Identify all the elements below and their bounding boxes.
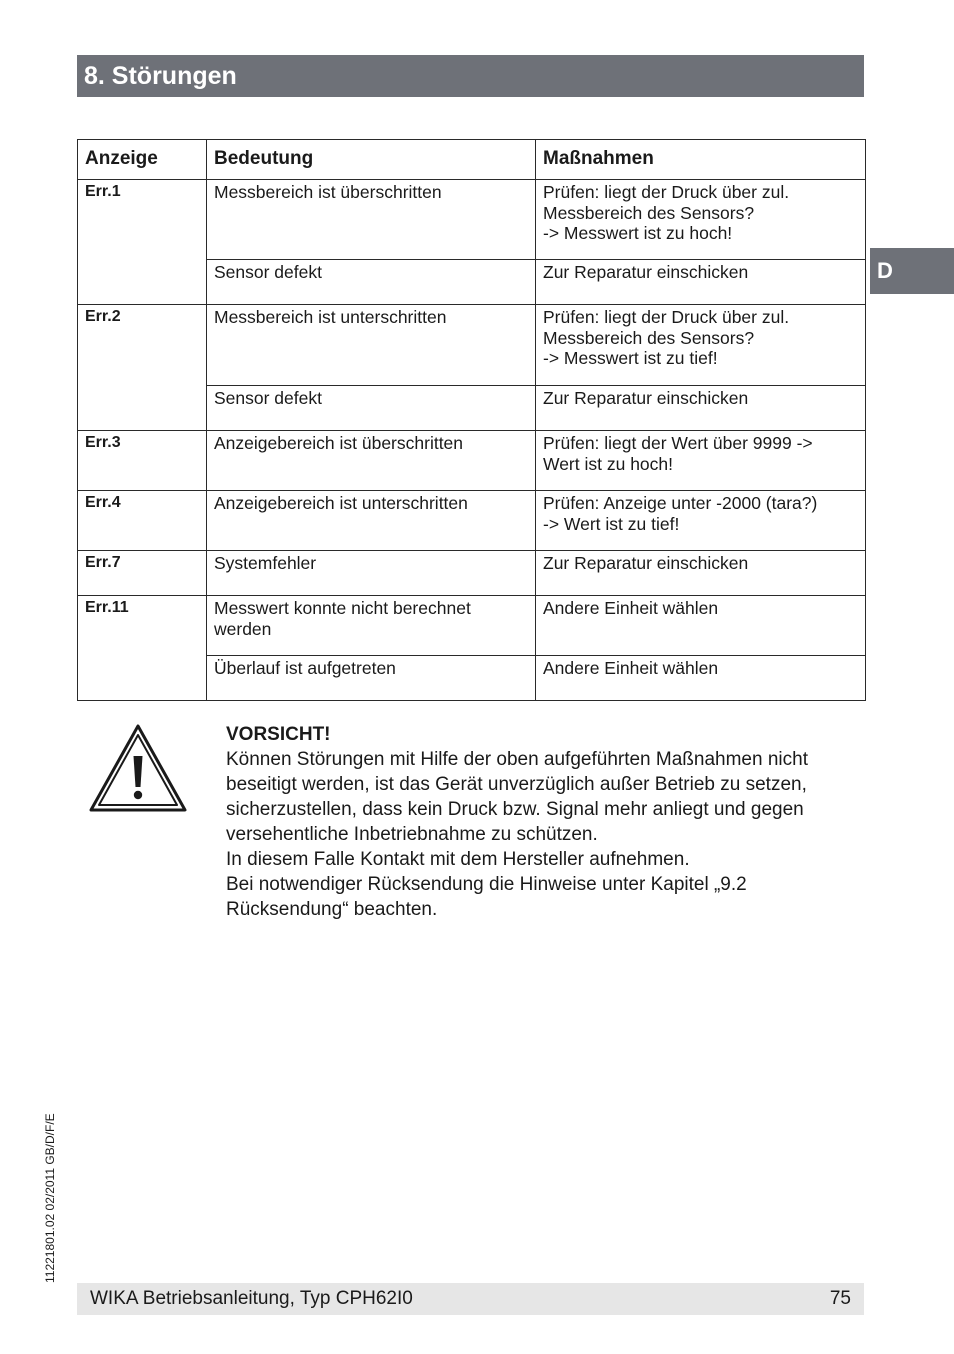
document-code: 11221801.02 02/2011 GB/D/F/E <box>43 1113 57 1283</box>
action-cell: Zur Reparatur einschicken <box>536 386 866 431</box>
meaning-cell: Überlauf ist aufgetreten <box>207 656 536 701</box>
warning-triangle-icon <box>89 724 187 812</box>
table-row <box>78 491 866 551</box>
error-code: Err.2 <box>78 305 207 431</box>
warning-line: Bei notwendiger Rücksendung die Hinweise unter Kapitel „9.2 <box>226 874 747 895</box>
meaning-cell: Messbereich ist überschritten <box>207 180 536 260</box>
table-row <box>78 551 866 596</box>
action-cell: Andere Einheit wählen <box>536 596 866 656</box>
action-cell: Prüfen: Anzeige unter -2000 (tara?) -> Wert ist zu tief! <box>536 491 866 551</box>
warning-line: Rücksendung“ beachten. <box>226 899 438 920</box>
meaning-cell: Sensor defekt <box>207 260 536 305</box>
meaning-cell: Messbereich ist unterschritten <box>207 305 536 386</box>
footer-title: WIKA Betriebsanleitung, Typ CPH62I0 <box>90 1288 413 1309</box>
language-tab-label: D <box>877 258 893 283</box>
action-cell: Prüfen: liegt der Wert über 9999 -> Wert ist zu hoch! <box>536 431 866 491</box>
error-code: Err.7 <box>78 551 207 596</box>
page-title-bar <box>77 55 864 97</box>
meaning-cell: Anzeigebereich ist unterschritten <box>207 491 536 551</box>
action-cell: Zur Reparatur einschicken <box>536 260 866 305</box>
meaning-cell: Messwert konnte nicht berechnet werden <box>207 596 536 656</box>
page-footer <box>77 1283 864 1315</box>
column-header-anzeige: Anzeige <box>78 140 207 180</box>
warning-line: Können Störungen mit Hilfe der oben aufgeführten Maßnahmen nicht <box>226 749 808 770</box>
warning-notice <box>226 722 856 922</box>
column-header-bedeutung: Bedeutung <box>207 140 536 180</box>
action-cell: Zur Reparatur einschicken <box>536 551 866 596</box>
action-cell: Prüfen: liegt der Druck über zul. Messbereich des Sensors? -> Messwert ist zu hoch! <box>536 180 866 260</box>
warning-line: versehentliche Inbetriebnahme zu schützen. <box>226 824 598 845</box>
table-row <box>78 596 866 656</box>
meaning-cell: Anzeigebereich ist überschritten <box>207 431 536 491</box>
meaning-cell: Systemfehler <box>207 551 536 596</box>
error-code: Err.3 <box>78 431 207 491</box>
warning-line: In diesem Falle Kontakt mit dem Hersteller aufnehmen. <box>226 849 690 870</box>
error-code: Err.4 <box>78 491 207 551</box>
page-number: 75 <box>829 1288 851 1309</box>
meaning-cell: Sensor defekt <box>207 386 536 431</box>
column-header-massnahmen: Maßnahmen <box>536 140 866 180</box>
warning-line: beseitigt werden, ist das Gerät unverzüglich außer Betrieb zu setzen, <box>226 774 807 795</box>
warning-title: VORSICHT! <box>226 724 331 745</box>
language-tab <box>870 248 954 294</box>
error-code: Err.11 <box>78 596 207 701</box>
table-row <box>78 180 866 260</box>
action-cell: Prüfen: liegt der Druck über zul. Messbereich des Sensors? -> Messwert ist zu tief! <box>536 305 866 386</box>
error-code: Err.1 <box>78 180 207 305</box>
table-header-row <box>78 140 866 180</box>
warning-line: sicherzustellen, dass kein Druck bzw. Signal mehr anliegt und gegen <box>226 799 804 820</box>
action-cell: Andere Einheit wählen <box>536 656 866 701</box>
table-row <box>78 305 866 386</box>
page-title: 8. Störungen <box>84 62 237 90</box>
table-row <box>78 431 866 491</box>
error-table <box>77 139 866 701</box>
